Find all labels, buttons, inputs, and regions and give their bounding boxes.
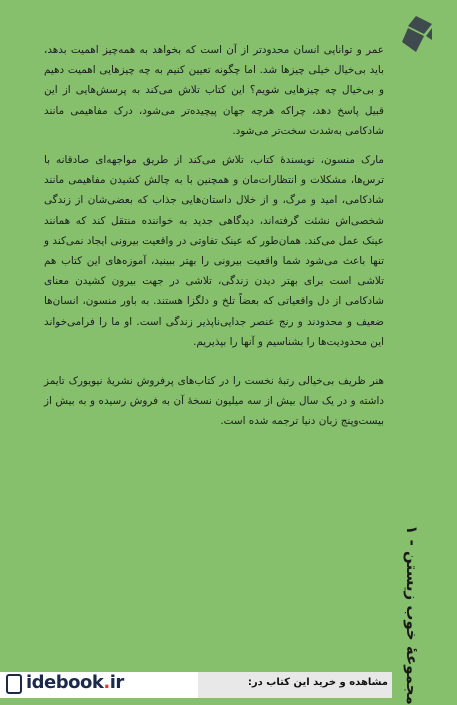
site-name[interactable] xyxy=(26,672,124,693)
store-banner[interactable] xyxy=(0,670,392,700)
paragraph-author: مارک منسون، نویسندهٔ کتاب، تلاش می‌کند از طریق مواجهه‌ای صادقانه با ترس‌ها، مشکلات و انتظارات‌مان و همچنین با به چالش کشیدن مفاهیمی مانند شادکامی، امید و مرگ، و از خلال داستان‌هایی جذاب که بعضی‌شان از زندگی شخصی‌اش نشئت گرفته‌اند، دیدگاهی جدید به خواننده منتقل کند که همانند عینک عمل می‌کند. همان‌طور که عینک تفاوتی در واقعیت بیرونی ایجاد نمی‌کند و تنها باعث می‌شود شما واقعیت بیرونی را بهتر ببینید، آموزه‌های این کتاب هم تلاشی است برای بهتر دیدن زندگی، تلاشی در جهت بیرون کشیدن معنای شادکامی از دل واقعیاتی که بعضاً تلخ و دلگزا هستند. به باور منسون، انسان‌ها ضعیف و محدودند و رنج عنصر جدایی‌ناپذیر زندگی است. او ما را فرامی‌خواند این محدودیت‌ها را بشناسیم و آنها را بپذیریم. xyxy=(44,154,384,348)
series-title: مجموعهٔ خوب زیستن - ۱ xyxy=(403,525,421,705)
series-label xyxy=(392,525,432,705)
blurb xyxy=(44,40,384,434)
paragraph-intro: عمر و توانایی انسان محدودتر از آن است که بخواهد به همه‌چیز اهمیت بدهد، باید بی‌خیال خیلی چیزها شد. اما چگونه تعیین کنیم به چه چیزهایی اهمیت دهیم و بی‌خیال چه چیزهایی شویم؟ این کتاب تلاش می‌کند به پرسش‌هایی از این قبیل پاسخ دهد، چراکه هرچه جهان پیچیده‌تر می‌شود، درک مفاهیمی مانند شادکامی به‌شدت سخت‌تر می‌شود. xyxy=(44,44,384,137)
book-logo-icon xyxy=(6,674,22,694)
site-name-dot: . xyxy=(103,672,110,693)
paragraph-bestseller: هنر ظریف بی‌خیالی رتبهٔ نخست را در کتاب‌های پرفروش نشریهٔ نیویورک تایمز داشته و در یک سال بیش از سه میلیون نسخهٔ آن به فروش رسیده و به بیش از بیست‌وپنج زبان دنیا ترجمه شده است. xyxy=(44,375,384,428)
site-name-tld: ir xyxy=(109,672,124,693)
site-name-main: idebook xyxy=(26,672,104,693)
publisher-logo-icon xyxy=(398,14,434,54)
banner-cta-text: مشاهده و خرید این کتاب در: xyxy=(247,677,388,688)
